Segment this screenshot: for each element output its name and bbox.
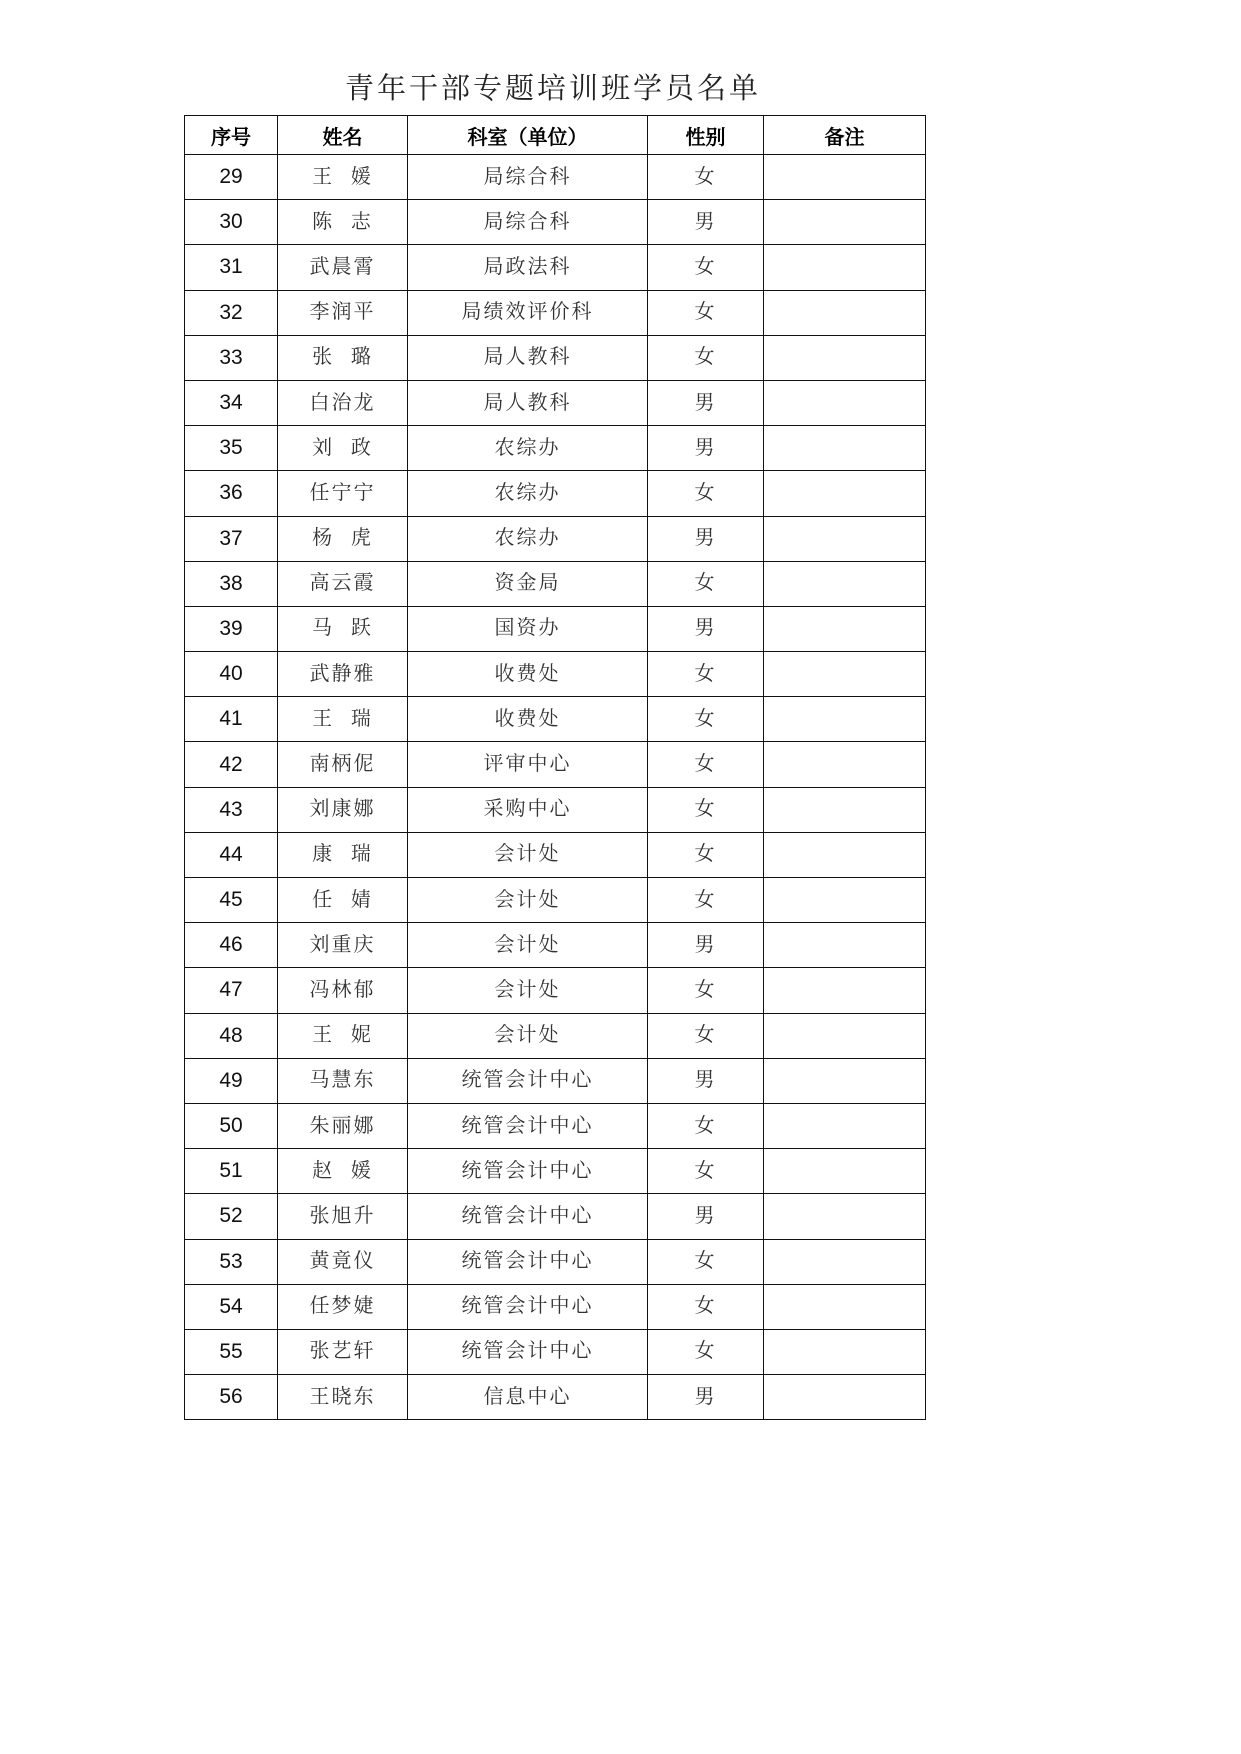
cell-gender-text: 女 [694, 1157, 717, 1182]
cell-dept-text: 收费处 [494, 660, 561, 685]
cell-gender [648, 426, 764, 471]
cell-no: 43 [185, 787, 278, 832]
cell-name [278, 652, 408, 697]
cell-name [278, 742, 408, 787]
table-row [185, 380, 926, 425]
cell-gender [648, 245, 764, 290]
cell-dept [408, 697, 648, 742]
cell-note [764, 787, 926, 832]
cell-no: 33 [185, 335, 278, 380]
cell-note [764, 200, 926, 245]
cell-dept-text: 统管会计中心 [461, 1067, 594, 1092]
cell-gender [648, 787, 764, 832]
cell-no: 49 [185, 1058, 278, 1103]
cell-dept-text: 统管会计中心 [461, 1338, 594, 1363]
cell-no: 50 [185, 1103, 278, 1148]
cell-name-text: 任 婧 [312, 886, 373, 911]
cell-name-text: 李润平 [309, 299, 376, 324]
cell-name-text: 王 瑞 [312, 705, 373, 730]
cell-dept-text: 资金局 [494, 570, 561, 595]
cell-no: 37 [185, 516, 278, 561]
cell-name [278, 380, 408, 425]
cell-note [764, 1013, 926, 1058]
table-row [185, 606, 926, 651]
cell-gender-text: 女 [694, 1338, 717, 1363]
cell-gender [648, 1058, 764, 1103]
cell-name-text: 张旭升 [309, 1202, 376, 1227]
cell-name [278, 200, 408, 245]
cell-dept-text: 局人教科 [483, 344, 572, 369]
cell-name-text: 杨 虎 [312, 525, 373, 550]
table-row [185, 832, 926, 877]
cell-no: 35 [185, 426, 278, 471]
cell-dept [408, 832, 648, 877]
cell-name-text: 武晨霄 [309, 253, 376, 278]
cell-note [764, 1194, 926, 1239]
cell-name-text: 高云霞 [309, 570, 376, 595]
cell-dept-text: 农综办 [494, 479, 561, 504]
cell-note [764, 968, 926, 1013]
cell-gender-text: 男 [694, 1067, 717, 1092]
cell-no: 36 [185, 471, 278, 516]
table-row [185, 1013, 926, 1058]
cell-dept [408, 200, 648, 245]
cell-gender-text: 女 [694, 1293, 717, 1318]
table-row [185, 787, 926, 832]
cell-dept [408, 742, 648, 787]
cell-gender-text: 女 [694, 841, 717, 866]
cell-name [278, 1149, 408, 1194]
cell-note [764, 1058, 926, 1103]
cell-dept [408, 245, 648, 290]
cell-gender [648, 697, 764, 742]
cell-name [278, 1058, 408, 1103]
cell-name [278, 1194, 408, 1239]
cell-gender-text: 女 [694, 796, 717, 821]
cell-gender-text: 男 [694, 615, 717, 640]
cell-name-text: 王 妮 [312, 1022, 373, 1047]
cell-no: 39 [185, 606, 278, 651]
cell-dept-text: 统管会计中心 [461, 1202, 594, 1227]
roster-body [185, 155, 926, 1420]
cell-name [278, 1013, 408, 1058]
cell-gender-text: 女 [694, 253, 717, 278]
cell-name-text: 任梦婕 [309, 1293, 376, 1318]
cell-gender [648, 923, 764, 968]
table-row [185, 200, 926, 245]
table-row [185, 155, 926, 200]
cell-dept [408, 335, 648, 380]
cell-dept-text: 统管会计中心 [461, 1157, 594, 1182]
table-row [185, 1284, 926, 1329]
cell-note [764, 516, 926, 561]
cell-name [278, 606, 408, 651]
cell-gender-text: 女 [694, 163, 717, 188]
cell-no: 38 [185, 561, 278, 606]
cell-name-text: 朱丽娜 [309, 1112, 376, 1137]
cell-note [764, 697, 926, 742]
cell-name [278, 561, 408, 606]
cell-dept [408, 1194, 648, 1239]
cell-gender [648, 878, 764, 923]
cell-name-text: 刘重庆 [309, 931, 376, 956]
cell-gender-text: 男 [694, 1202, 717, 1227]
cell-gender [648, 832, 764, 877]
cell-no: 54 [185, 1284, 278, 1329]
cell-gender-text: 女 [694, 976, 717, 1001]
cell-dept [408, 155, 648, 200]
cell-name [278, 787, 408, 832]
cell-name [278, 1375, 408, 1420]
cell-name [278, 832, 408, 877]
table-row [185, 697, 926, 742]
cell-name [278, 968, 408, 1013]
cell-name-text: 赵 媛 [312, 1157, 373, 1182]
column-header-name: 姓名 [278, 116, 408, 155]
table-row [185, 290, 926, 335]
cell-dept-text: 会计处 [494, 841, 561, 866]
cell-dept-text: 采购中心 [483, 796, 572, 821]
table-row [185, 471, 926, 516]
cell-note [764, 471, 926, 516]
cell-dept [408, 968, 648, 1013]
cell-note [764, 155, 926, 200]
cell-dept [408, 878, 648, 923]
table-row [185, 1239, 926, 1284]
cell-no: 47 [185, 968, 278, 1013]
cell-gender-text: 男 [694, 389, 717, 414]
cell-gender-text: 男 [694, 931, 717, 956]
cell-dept-text: 会计处 [494, 976, 561, 1001]
cell-no: 29 [185, 155, 278, 200]
table-row [185, 1194, 926, 1239]
cell-dept [408, 923, 648, 968]
table-row [185, 1149, 926, 1194]
column-header-no: 序号 [185, 116, 278, 155]
cell-gender [648, 606, 764, 651]
cell-gender [648, 1284, 764, 1329]
cell-note [764, 290, 926, 335]
cell-gender-text: 女 [694, 751, 717, 776]
cell-name [278, 1329, 408, 1374]
cell-name-text: 冯林郁 [309, 976, 376, 1001]
cell-dept [408, 1013, 648, 1058]
cell-note [764, 1375, 926, 1420]
cell-gender [648, 1194, 764, 1239]
cell-name [278, 697, 408, 742]
cell-name [278, 1284, 408, 1329]
cell-gender [648, 200, 764, 245]
cell-name-text: 刘 政 [312, 434, 373, 459]
cell-no: 51 [185, 1149, 278, 1194]
cell-name-text: 康 瑞 [312, 841, 373, 866]
cell-dept-text: 农综办 [494, 434, 561, 459]
table-row [185, 1103, 926, 1148]
cell-note [764, 380, 926, 425]
cell-note [764, 245, 926, 290]
cell-dept [408, 1329, 648, 1374]
table-row [185, 1375, 926, 1420]
cell-name [278, 155, 408, 200]
cell-dept [408, 561, 648, 606]
column-header-note: 备注 [764, 116, 926, 155]
cell-note [764, 1149, 926, 1194]
cell-no: 44 [185, 832, 278, 877]
cell-no: 48 [185, 1013, 278, 1058]
cell-no: 42 [185, 742, 278, 787]
cell-gender [648, 290, 764, 335]
cell-note [764, 335, 926, 380]
cell-name [278, 335, 408, 380]
cell-no: 32 [185, 290, 278, 335]
table-row [185, 335, 926, 380]
cell-dept-text: 局绩效评价科 [461, 299, 594, 324]
cell-dept [408, 516, 648, 561]
cell-dept [408, 1239, 648, 1284]
cell-dept [408, 606, 648, 651]
cell-dept-text: 局人教科 [483, 389, 572, 414]
cell-name [278, 1103, 408, 1148]
cell-dept-text: 局综合科 [483, 163, 572, 188]
cell-no: 31 [185, 245, 278, 290]
table-row [185, 878, 926, 923]
table-row [185, 923, 926, 968]
cell-note [764, 1239, 926, 1284]
cell-gender-text: 男 [694, 1383, 717, 1408]
cell-name-text: 武静雅 [309, 660, 376, 685]
cell-name [278, 1239, 408, 1284]
table-row [185, 652, 926, 697]
cell-note [764, 606, 926, 651]
cell-gender-text: 女 [694, 1022, 717, 1047]
cell-dept-text: 农综办 [494, 525, 561, 550]
cell-note [764, 923, 926, 968]
cell-gender-text: 女 [694, 886, 717, 911]
cell-no: 53 [185, 1239, 278, 1284]
cell-name-text: 王晓东 [309, 1383, 376, 1408]
cell-name-text: 南柄伲 [309, 751, 376, 776]
cell-dept-text: 统管会计中心 [461, 1112, 594, 1137]
cell-no: 34 [185, 380, 278, 425]
cell-name-text: 任宁宁 [309, 479, 376, 504]
cell-name-text: 陈 志 [312, 208, 373, 233]
cell-no: 41 [185, 697, 278, 742]
table-row [185, 561, 926, 606]
cell-name [278, 471, 408, 516]
cell-gender [648, 155, 764, 200]
cell-dept-text: 局政法科 [483, 253, 572, 278]
cell-note [764, 878, 926, 923]
cell-gender [648, 1149, 764, 1194]
roster-table [184, 115, 926, 1420]
table-row [185, 1058, 926, 1103]
cell-no: 56 [185, 1375, 278, 1420]
cell-gender-text: 女 [694, 660, 717, 685]
cell-dept-text: 会计处 [494, 1022, 561, 1047]
cell-dept-text: 统管会计中心 [461, 1248, 594, 1273]
cell-gender [648, 335, 764, 380]
cell-dept [408, 380, 648, 425]
cell-name [278, 426, 408, 471]
table-row [185, 516, 926, 561]
cell-gender-text: 女 [694, 705, 717, 730]
cell-name-text: 王 媛 [312, 163, 373, 188]
cell-dept [408, 1149, 648, 1194]
cell-name-text: 张艺轩 [309, 1338, 376, 1363]
cell-dept [408, 1284, 648, 1329]
cell-dept [408, 652, 648, 697]
cell-name [278, 516, 408, 561]
cell-dept-text: 收费处 [494, 705, 561, 730]
cell-dept [408, 787, 648, 832]
cell-dept-text: 评审中心 [483, 751, 572, 776]
cell-gender-text: 男 [694, 208, 717, 233]
cell-name-text: 马慧东 [309, 1067, 376, 1092]
cell-gender-text: 女 [694, 570, 717, 595]
cell-dept [408, 1375, 648, 1420]
cell-note [764, 652, 926, 697]
cell-gender [648, 968, 764, 1013]
cell-name [278, 878, 408, 923]
cell-gender [648, 1239, 764, 1284]
cell-name-text: 刘康娜 [309, 796, 376, 821]
cell-gender [648, 742, 764, 787]
cell-dept [408, 290, 648, 335]
table-row [185, 426, 926, 471]
table-row [185, 1329, 926, 1374]
cell-gender-text: 女 [694, 1112, 717, 1137]
cell-no: 55 [185, 1329, 278, 1374]
cell-dept [408, 1058, 648, 1103]
cell-gender [648, 516, 764, 561]
cell-note [764, 426, 926, 471]
cell-no: 46 [185, 923, 278, 968]
cell-dept-text: 局综合科 [483, 208, 572, 233]
page-title: 青年干部专题培训班学员名单 [344, 71, 761, 105]
cell-no: 52 [185, 1194, 278, 1239]
cell-gender-text: 男 [694, 434, 717, 459]
table-header-row [185, 116, 926, 155]
cell-dept-text: 国资办 [494, 615, 561, 640]
cell-gender-text: 女 [694, 344, 717, 369]
table-row [185, 968, 926, 1013]
cell-name-text: 白治龙 [309, 389, 376, 414]
cell-name [278, 923, 408, 968]
cell-gender [648, 652, 764, 697]
cell-gender [648, 1329, 764, 1374]
cell-no: 45 [185, 878, 278, 923]
cell-note [764, 832, 926, 877]
cell-note [764, 742, 926, 787]
cell-dept-text: 会计处 [494, 931, 561, 956]
cell-name [278, 290, 408, 335]
cell-note [764, 1329, 926, 1374]
cell-dept [408, 426, 648, 471]
cell-gender-text: 女 [694, 479, 717, 504]
cell-name-text: 黄竟仪 [309, 1248, 376, 1273]
cell-name-text: 马 跃 [312, 615, 373, 640]
table-row [185, 742, 926, 787]
column-header-gender: 性别 [648, 116, 764, 155]
cell-gender [648, 1013, 764, 1058]
cell-name-text: 张 璐 [312, 344, 373, 369]
cell-gender [648, 380, 764, 425]
table-row [185, 245, 926, 290]
cell-name [278, 245, 408, 290]
cell-dept-text: 会计处 [494, 886, 561, 911]
cell-note [764, 561, 926, 606]
cell-note [764, 1103, 926, 1148]
column-header-dept: 科室（单位） [408, 116, 648, 155]
cell-dept-text: 统管会计中心 [461, 1293, 594, 1318]
cell-no: 40 [185, 652, 278, 697]
cell-gender [648, 561, 764, 606]
cell-dept [408, 471, 648, 516]
cell-gender [648, 1103, 764, 1148]
cell-gender [648, 471, 764, 516]
cell-no: 30 [185, 200, 278, 245]
cell-dept [408, 1103, 648, 1148]
cell-gender [648, 1375, 764, 1420]
cell-gender-text: 女 [694, 1248, 717, 1273]
cell-dept-text: 信息中心 [483, 1383, 572, 1408]
cell-note [764, 1284, 926, 1329]
cell-gender-text: 女 [694, 299, 717, 324]
cell-gender-text: 男 [694, 525, 717, 550]
